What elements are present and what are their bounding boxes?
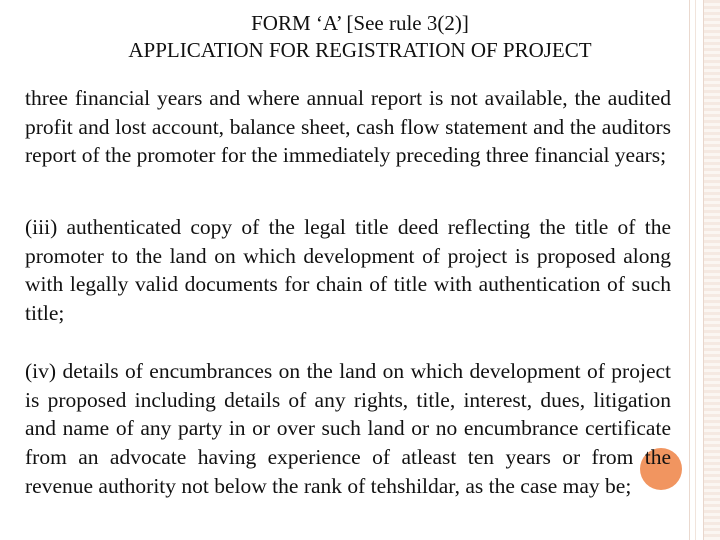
paragraph-financial-statements: three financial years and where annual report is not available, the audited profit and lost account, balance sheet, cash flow statement and the auditors report of the promoter for the immediately preceding three financial years; bbox=[25, 86, 671, 168]
decorative-border bbox=[703, 0, 720, 540]
decorative-line bbox=[689, 0, 690, 540]
paragraph-title-deed: (iii) authenticated copy of the legal title deed reflecting the title of the promoter to the land on which development of project is proposed along with legally valid documents for chain of title with authentication of such title; bbox=[25, 215, 671, 326]
slide-title bbox=[0, 10, 720, 64]
paragraph-encumbrances: (iv) details of encumbrances on the land on which development of project is proposed including details of any rights, title, interest, dues, litigation and name of any party in or over such land or no encumbrance certificate from an advocate having experience of atleast ten years or from the revenue authority not below the rank of tehshildar, as the case may be; bbox=[25, 359, 671, 498]
form-subtitle: APPLICATION FOR REGISTRATION OF PROJECT bbox=[128, 38, 592, 62]
form-title: FORM ‘A’ [See rule 3(2)] bbox=[251, 11, 469, 35]
decorative-line bbox=[695, 0, 696, 540]
